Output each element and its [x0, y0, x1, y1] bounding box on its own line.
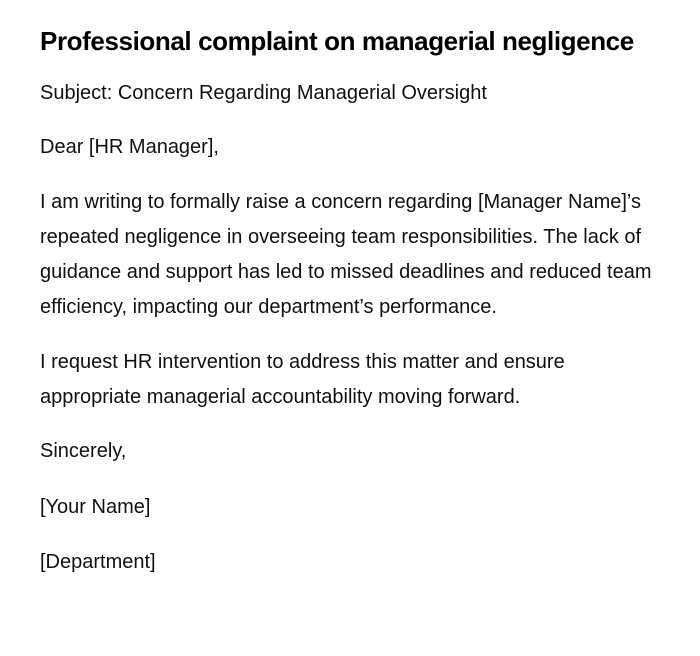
- signature-name: [Your Name]: [40, 495, 151, 518]
- body-paragraph-2: I request HR intervention to address this matter and ensure appropriate managerial accountability moving forward.: [40, 350, 565, 409]
- subject-line: Subject: Concern Regarding Managerial Oversight: [40, 82, 487, 104]
- document-title: Professional complaint on managerial negligence: [40, 26, 634, 56]
- closing: Sincerely,: [40, 440, 127, 463]
- signature-department: [Department]: [40, 550, 156, 573]
- greeting: Dear [HR Manager],: [40, 136, 219, 159]
- body-paragraph-1: I am writing to formally raise a concern regarding [Manager Name]’s repeated negligence in overseeing team responsibilities. The lack of guidance and support has led to missed deadlines and reduced team efficiency, impacting our department’s performance.: [40, 190, 652, 319]
